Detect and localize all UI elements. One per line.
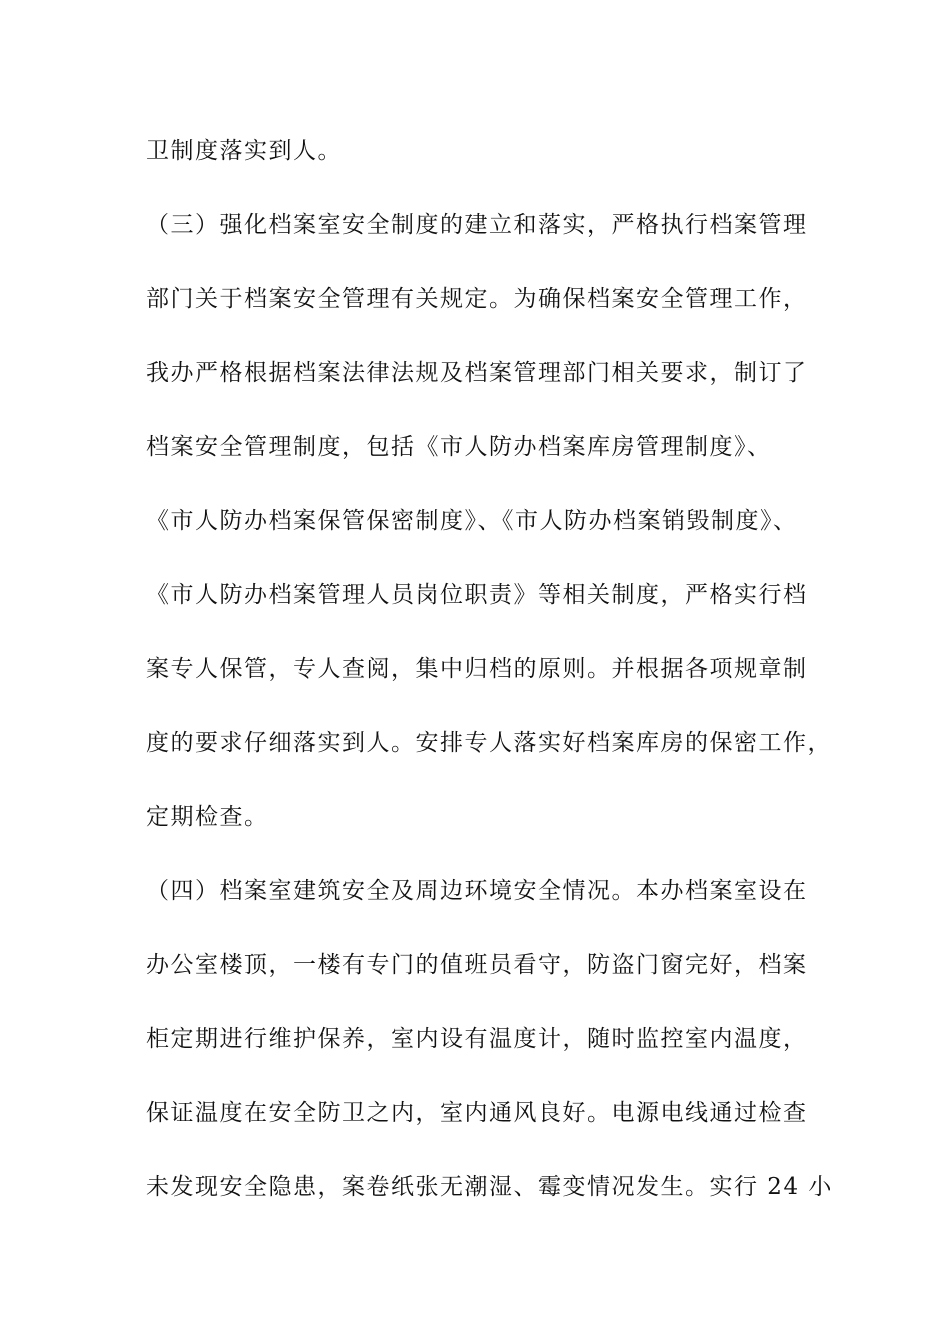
- paragraph-line: 度的要求仔细落实到人。安排专人落实好档案库房的保密工作，: [146, 730, 832, 756]
- paragraph-line: （三）强化档案室安全制度的建立和落实，严格执行档案管理: [146, 212, 808, 238]
- paragraph-line: 保证温度在安全防卫之内，室内通风良好。电源电线通过检查: [146, 1100, 808, 1126]
- paragraph-line: 办公室楼顶，一楼有专门的值班员看守，防盗门窗完好，档案: [146, 952, 808, 978]
- paragraph-line: 未发现安全隐患，案卷纸张无潮湿、霉变情况发生。实行 24 小: [146, 1174, 833, 1200]
- paragraph-line: 《市人防办档案管理人员岗位职责》等相关制度，严格实行档: [146, 582, 808, 608]
- paragraph-line: 部门关于档案安全管理有关规定。为确保档案安全管理工作，: [146, 286, 808, 312]
- paragraph-line: 《市人防办档案保管保密制度》、《市人防办档案销毁制度》、: [146, 508, 798, 534]
- paragraph-line: 卫制度落实到人。: [146, 138, 342, 164]
- paragraph-line: 柜定期进行维护保养，室内设有温度计，随时监控室内温度，: [146, 1026, 808, 1052]
- paragraph-line: 案专人保管，专人查阅，集中归档的原则。并根据各项规章制: [146, 656, 808, 682]
- paragraph-line: 定期检查。: [146, 804, 269, 830]
- paragraph-line: 档案安全管理制度，包括《市人防办档案库房管理制度》、: [146, 434, 772, 460]
- paragraph-line: （四）档案室建筑安全及周边环境安全情况。本办档案室设在: [146, 878, 808, 904]
- paragraph-line: 我办严格根据档案法律法规及档案管理部门相关要求，制订了: [146, 360, 808, 386]
